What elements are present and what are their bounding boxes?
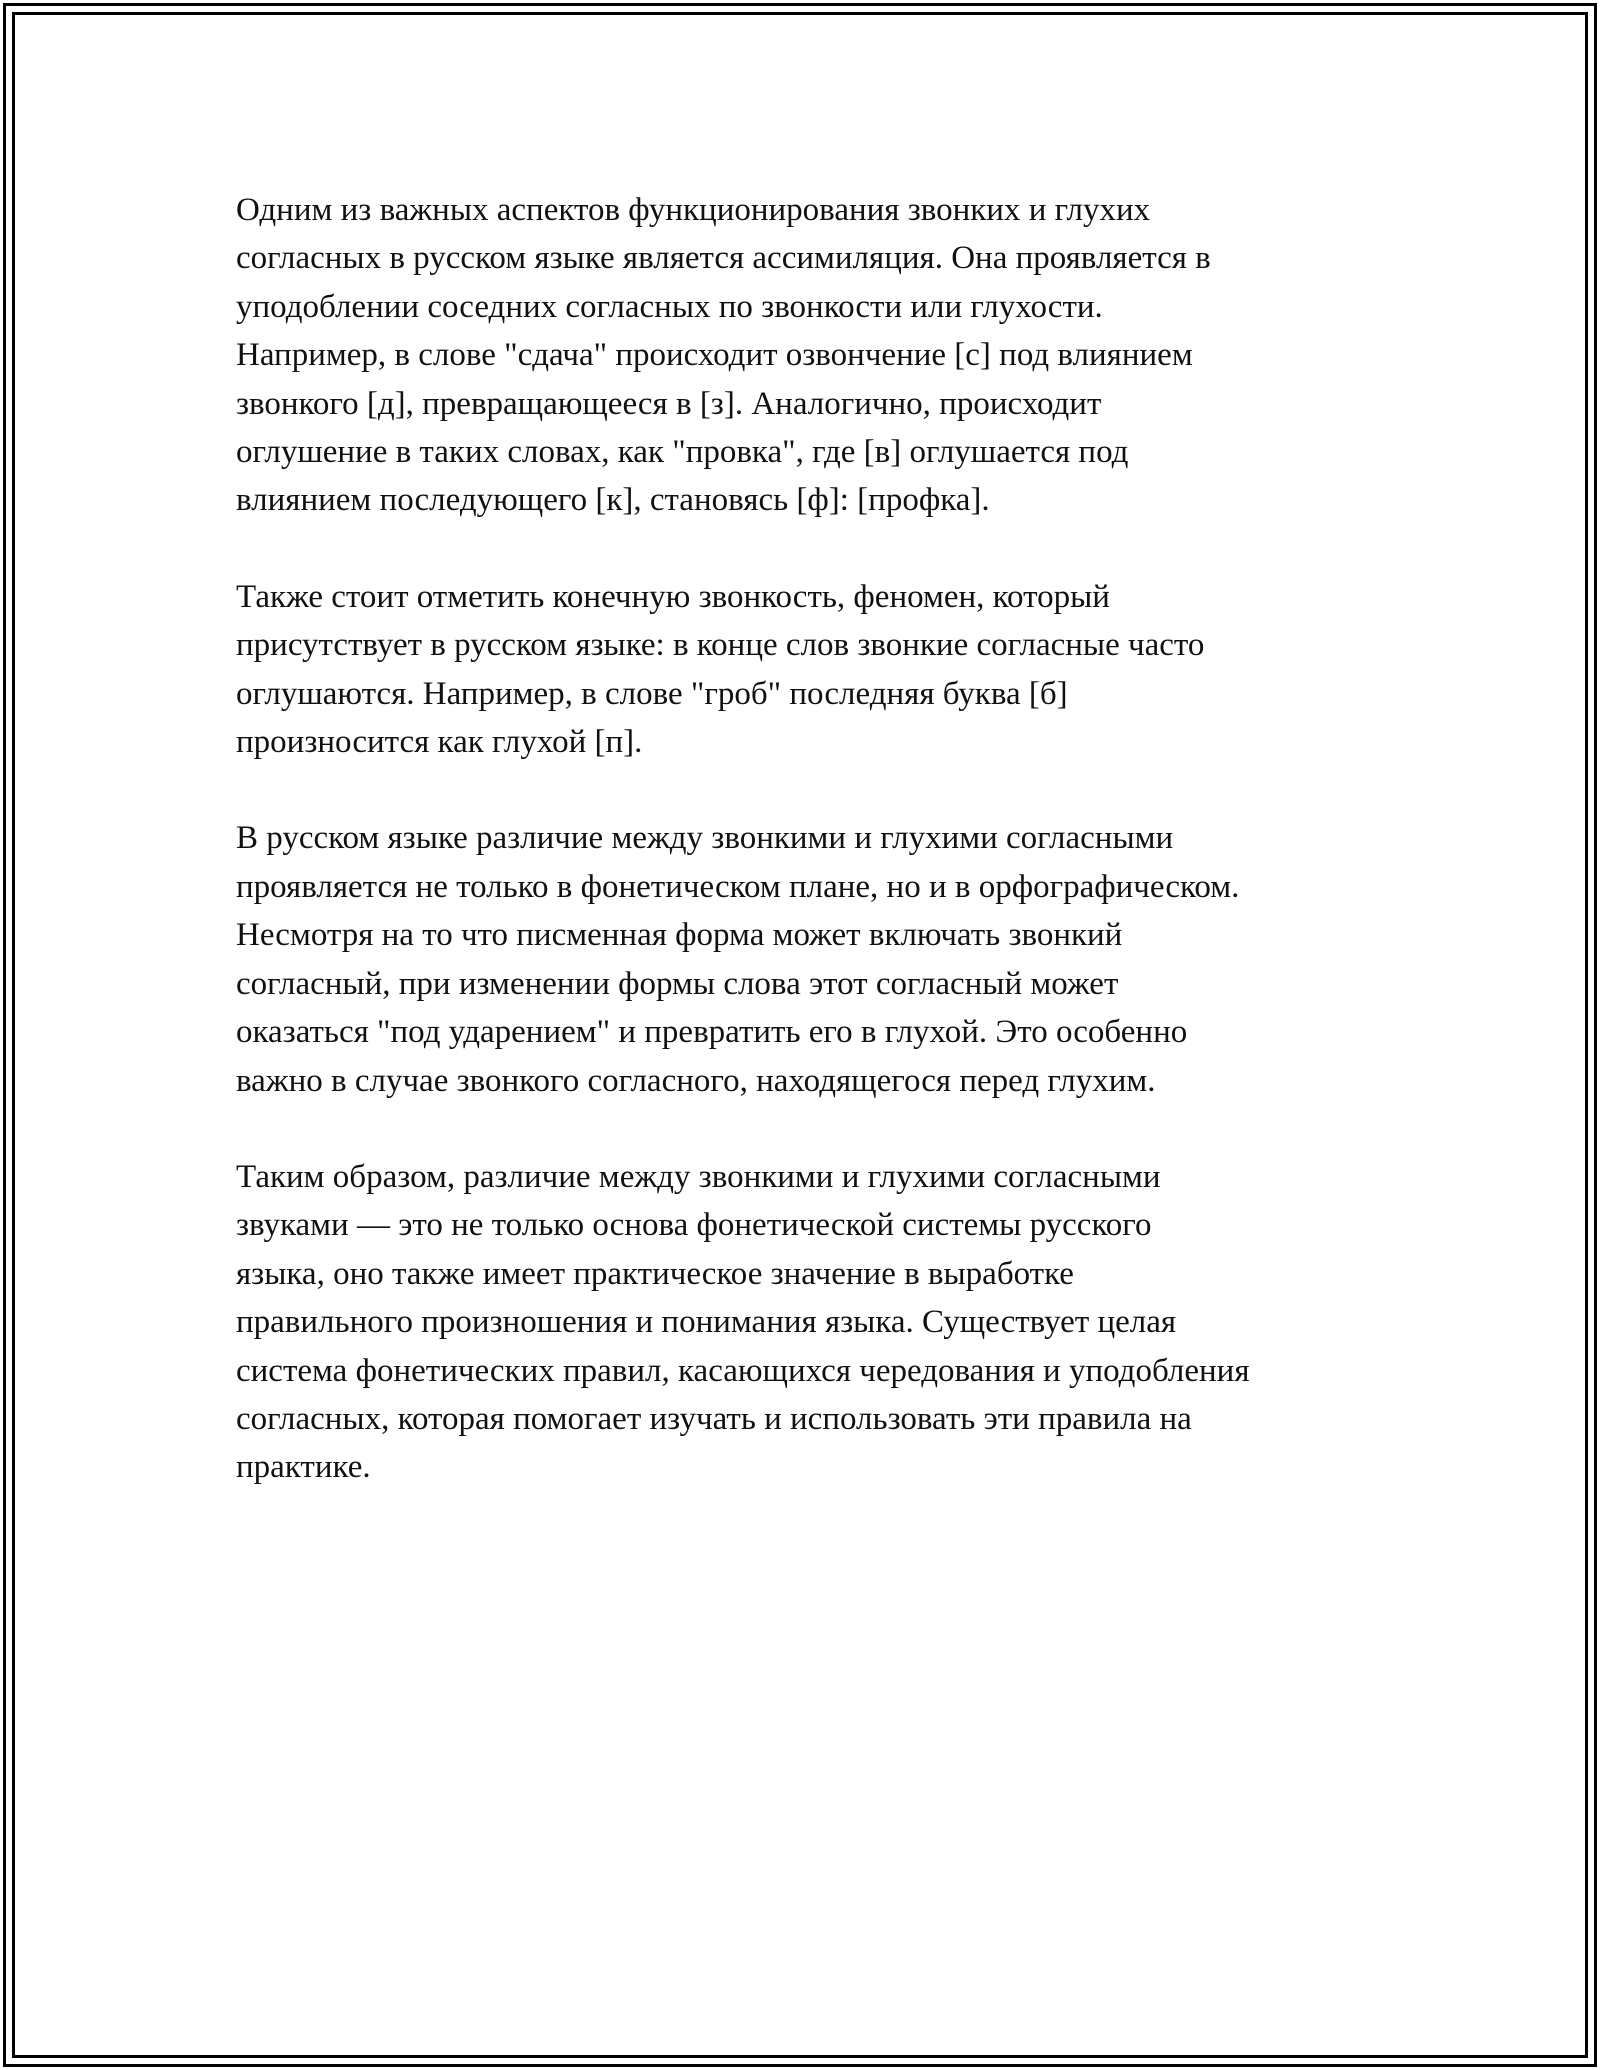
text-line: произносится как глухой [п]. xyxy=(236,724,643,761)
paragraph-orthography xyxy=(236,814,1386,1104)
paragraph-final-devoicing xyxy=(236,573,1386,767)
paragraph-assimilation xyxy=(236,186,1386,525)
text-line: Одним из важных аспектов функционирования звонких и глухих xyxy=(236,192,1151,228)
text-line: звуками — это не только основа фонетической системы русского xyxy=(236,1207,1152,1244)
text-line: В русском языке различие между звонкими и глухими согласными xyxy=(236,820,1174,857)
text-line: языка, оно также имеет практическое значение в выработке xyxy=(236,1255,1074,1292)
text-line: правильного произношения и понимания языка. Существует целая xyxy=(236,1304,1177,1341)
text-line: важно в случае звонкого согласного, находящегося перед глухим. xyxy=(236,1062,1156,1099)
text-line: согласный, при изменении формы слова этот согласный может xyxy=(236,965,1119,1002)
text-line: согласных в русском языке является ассимиляция. Она проявляется в xyxy=(236,240,1211,277)
text-line: проявляется не только в фонетическом плане, но и в орфографическом. xyxy=(236,868,1240,905)
text-line: согласных, которая помогает изучать и использовать эти правила на xyxy=(236,1400,1192,1437)
text-line: присутствует в русском языке: в конце слов звонкие согласные часто xyxy=(236,627,1205,664)
text-line: Например, в слове "сдача" происходит озвончение [с] под влиянием xyxy=(236,337,1193,374)
document-body xyxy=(236,186,1386,1492)
paragraph-conclusion xyxy=(236,1153,1386,1492)
text-line: оглушение в таких словах, как "провка", где [в] оглушается под xyxy=(236,434,1129,471)
text-line: Также стоит отметить конечную звонкость, феномен, который xyxy=(236,578,1110,615)
text-line: влиянием последующего [к], становясь [ф]: [профка]. xyxy=(236,482,990,519)
text-line: оглушаются. Например, в слове "гроб" последняя буква [б] xyxy=(236,675,1068,712)
text-line: Несмотря на то что писменная форма может включать звонкий xyxy=(236,917,1123,954)
text-line: практике. xyxy=(236,1449,371,1486)
text-line: система фонетических правил, касающихся чередования и уподобления xyxy=(236,1352,1250,1389)
text-line: уподоблении соседних согласных по звонкости или глухости. xyxy=(236,288,1103,325)
text-line: Таким образом, различие между звонкими и глухими согласными xyxy=(236,1158,1161,1195)
text-line: оказаться "под ударением" и превратить его в глухой. Это особенно xyxy=(236,1014,1188,1051)
text-line: звонкого [д], превращающееся в [з]. Аналогично, происходит xyxy=(236,385,1102,422)
